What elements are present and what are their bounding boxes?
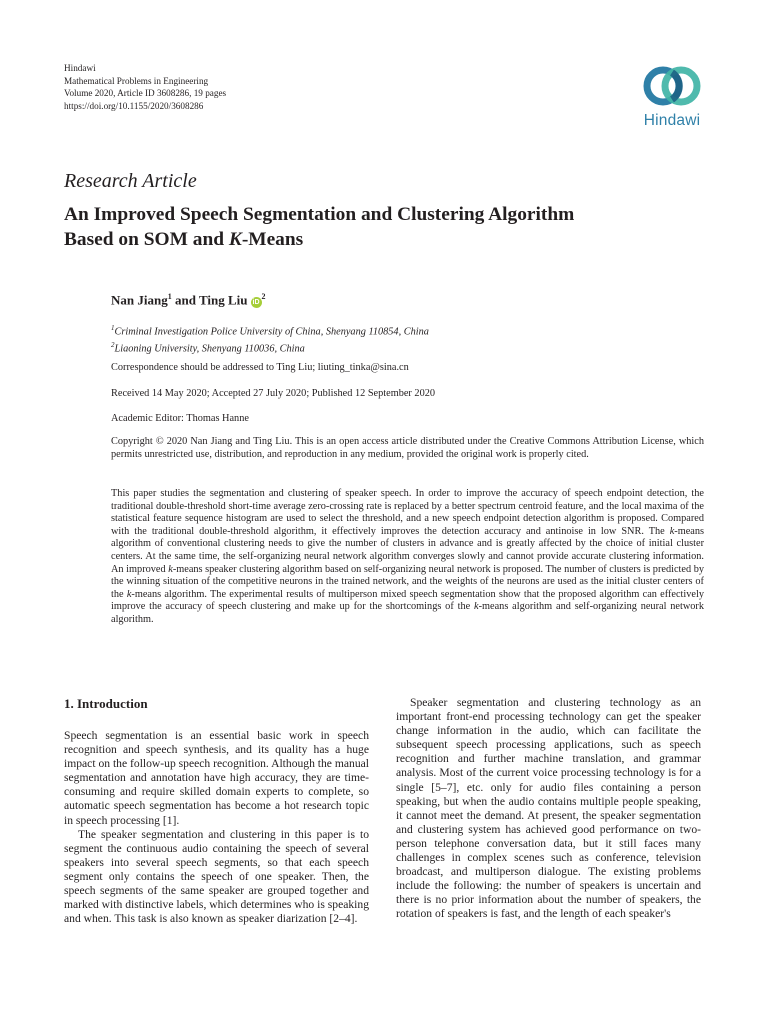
- journal-metadata: [64, 62, 226, 112]
- publication-dates: Received 14 May 2020; Accepted 27 July 2020; Published 12 September 2020: [111, 388, 436, 399]
- title-line-1: An Improved Speech Segmentation and Clustering Algorithm: [64, 204, 575, 225]
- journal-name: Mathematical Problems in Engineering: [64, 75, 209, 86]
- abstract: This paper studies the segmentation and clustering of speaker speech. In order to improve the accuracy of speech endpoint detection, the traditional double-threshold short-time average zero-crossing rate is replaced by a better spectrum centroid feature, and the local maxima of the statistical feature sequence histogram are used to select the threshold, and a new speech endpoint detection algorithm is proposed. Compared with the traditional double-threshold algorithm, it effectively improves the detection accuracy and antinoise in low SNR. The k-means algorithm of conventional clustering needs to give the number of clusters in advance and is greatly affected by the choice of initial cluster centers. At the same time, the self-organizing neural network algorithm converges slowly and cannot provide accurate clustering information. An improved k-means speaker clustering algorithm based on self-organizing neural network is proposed. The number of clusters is predicted by the winning situation of the competitive neurons in the trained network, and the weights of the neurons are used as the initial cluster centers of the k-means algorithm. The experimental results of multiperson mixed speech segmentation show that the proposed algorithm can effectively improve the accuracy of speech clustering and make up for the shortcomings of the k-means algorithm and self-organizing neural network algorithm.: [111, 488, 705, 625]
- author-affiliation-mark: 2: [261, 292, 266, 301]
- article-type: Research Article: [64, 170, 197, 192]
- publisher-name: Hindawi: [64, 63, 96, 73]
- hindawi-logo[interactable]: [632, 62, 712, 130]
- orcid-icon[interactable]: iD: [252, 299, 260, 307]
- body-paragraph: Speaker segmentation and clustering technology as an important front-end processing technology can get the speaker change information in the audio, which can facilitate the subsequent speech processing applications, such as speech recognition and further machine translation, and grammar analysis. Most of the current voice processing technology is for a single [5–7], etc. only for audio files containing a person speaking, but when the audio contains multiple people speaking, it cannot meet the demand. At present, the speaker segmentation and clustering system has achieved good performance on two-person telephone conversation data, but it still faces many challenges in complex scenes such as conference, television broadcast, and multiperson dialogue. The existing problems include the following: the number of speakers is uncertain and there is no prior information about the number of speakers, the rotation of speakers is fast, and the length of each speaker's: [396, 696, 701, 921]
- affiliations: [111, 322, 704, 356]
- body-column-right: [396, 696, 701, 922]
- hindawi-logo-text: Hindawi: [643, 112, 701, 129]
- article-title: [64, 203, 704, 252]
- volume-info: Volume 2020, Article ID 3608286, 19 pages: [64, 88, 227, 99]
- body-column-left: [64, 696, 369, 926]
- doi-link[interactable]: https://doi.org/10.1155/2020/3608286: [64, 100, 204, 111]
- author-name: Ting Liu: [198, 292, 248, 308]
- affiliation: $^2$Liaoning University, Shenyang 110036, China: [111, 341, 305, 355]
- author-affiliation-mark: 1: [167, 292, 172, 301]
- title-line-2: Based on SOM and K-Means: [64, 228, 304, 250]
- author-conjunction: and: [171, 292, 199, 308]
- body-paragraph: The speaker segmentation and clustering in this paper is to segment the continuous audio containing the speech of several speakers into several speech segments, so that each speech segment only contains the speech of one speaker. Then, the speech segments of the same speaker are grouped together and marked with distinctive labels, which determines who is speaking and when. This task is also known as speaker diarization [2–4].: [64, 827, 369, 926]
- affiliation: $^1$Criminal Investigation Police University of China, Shenyang 110854, China: [111, 324, 429, 338]
- body-paragraph: Speech segmentation is an essential basic work in speech recognition and speech synthesis, and its quality has a huge impact on the follow-up speech recognition. Although the manual segmentation and annotation have high accuracy, they are time-consuming and require skilled domain experts to complete, so automatic speech segmentation has become a hot research topic in speech processing [1].: [64, 729, 369, 827]
- correspondence: Correspondence should be addressed to Ting Liu; liuting_tinka@sina.cn: [111, 362, 409, 373]
- hindawi-logo-icon: [641, 62, 703, 110]
- author-list: [111, 292, 266, 308]
- author-name: Nan Jiang: [111, 292, 168, 308]
- copyright-notice: Copyright © 2020 Nan Jiang and Ting Liu. This is an open access article distributed under the Creative Commons Attribution License, which permits unrestricted use, distribution, and reproduction in any medium, provided the original work is properly cited.: [111, 436, 704, 460]
- academic-editor: Academic Editor: Thomas Hanne: [111, 413, 249, 424]
- section-heading: 1. Introduction: [64, 696, 148, 711]
